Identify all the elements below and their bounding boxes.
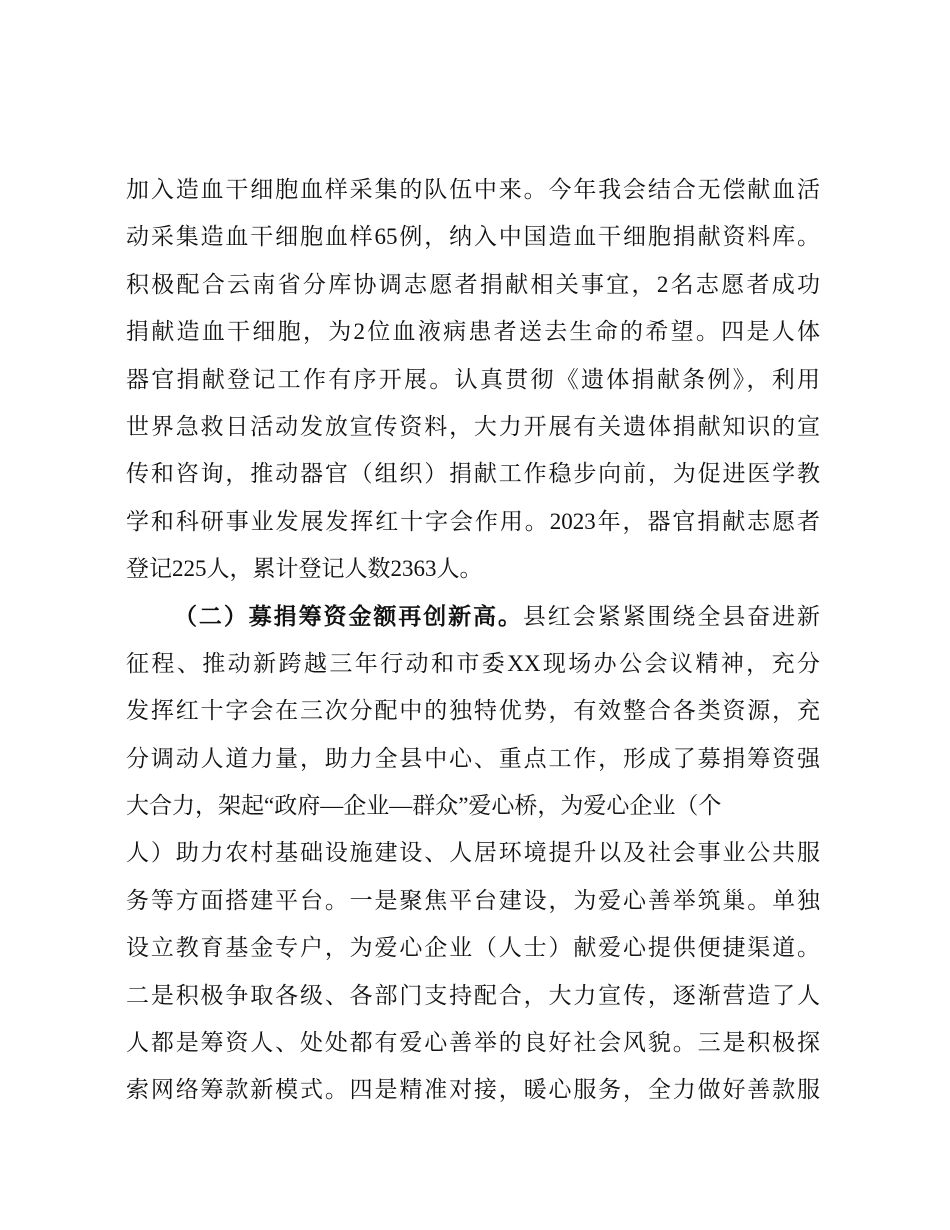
text-line: 征程、推动新跨越三年行动和市委XX现场办公会议精神，充分 [126, 650, 820, 676]
text-line: 发挥红十字会在三次分配中的独特优势，有效整合各类资源，充 [126, 698, 820, 724]
section-heading: （二）募捐筹资金额再创新高。 [174, 603, 523, 629]
text-line: 分调动人道力量，助力全县中心、重点工作，形成了募捐筹资强 [126, 745, 820, 771]
text-line: 世界急救日活动发放宣传资料，大力开展有关遗体捐献知识的宣 [126, 413, 820, 439]
paragraph-fundraising [126, 593, 820, 1114]
text-line: 人）助力农村基础设施建设、人居环境提升以及社会事业公共服 [126, 840, 820, 866]
text-span: 县红会紧紧围绕全县奋进新 [522, 603, 821, 629]
text-line: 人都是筹资人、处处都有爱心善举的良好社会风貌。三是积极探 [126, 1030, 820, 1056]
paragraph-organ-donation [126, 166, 820, 593]
text-line: 二是积极争取各级、各部门支持配合，大力宣传，逐渐营造了人 [126, 982, 820, 1008]
text-line: 传和咨询，推动器官（组织）捐献工作稳步向前，为促进医学教 [126, 461, 820, 487]
document-page [126, 166, 820, 1114]
text-line: 大合力，架起“政府—企业—群众”爱心桥，为爱心企业（个 [126, 793, 722, 819]
text-line: 捐献造血干细胞，为2位血液病患者送去生命的希望。四是人体 [126, 319, 820, 345]
text-line: 积极配合云南省分库协调志愿者捐献相关事宜，2名志愿者成功 [126, 271, 820, 297]
text-line: 索网络筹款新模式。四是精准对接，暖心服务，全力做好善款服 [126, 1077, 820, 1103]
text-line: 务等方面搭建平台。一是聚焦平台建设，为爱心善举筑巢。单独 [126, 887, 820, 913]
text-line: 设立教育基金专户，为爱心企业（人士）献爱心提供便捷渠道。 [126, 935, 820, 961]
text-line: 学和科研事业发展发挥红十字会作用。2023年，器官捐献志愿者 [126, 508, 820, 534]
text-line: 登记225人，累计登记人数2363人。 [126, 556, 483, 582]
text-line [126, 593, 820, 640]
text-line: 加入造血干细胞血样采集的队伍中来。今年我会结合无偿献血活 [126, 177, 820, 202]
text-line: 器官捐献登记工作有序开展。认真贯彻《遗体捐献条例》，利用 [126, 366, 820, 392]
text-line: 动采集造血干细胞血样65例，纳入中国造血干细胞捐献资料库。 [126, 224, 820, 250]
